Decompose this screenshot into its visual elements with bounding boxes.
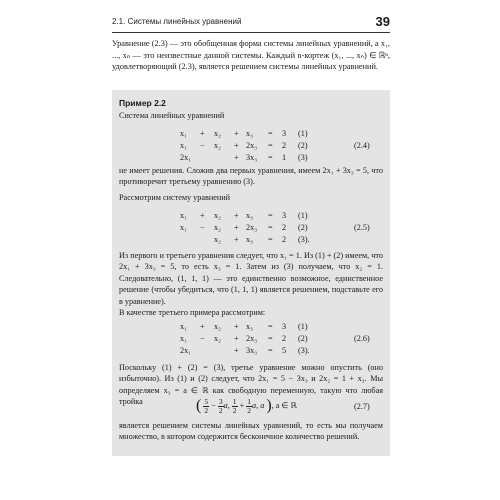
equation-cell: x₃: [246, 235, 253, 244]
equation-cell: 2x₃: [246, 334, 258, 343]
paragraph-3: Рассмотрим систему уравнений: [119, 193, 231, 202]
equation-cell: +: [234, 235, 239, 244]
equation-cell: (3).: [298, 346, 310, 355]
page-number: 39: [375, 14, 390, 29]
equation-cell: (2): [298, 223, 308, 232]
equation-cell: +: [234, 141, 239, 150]
fraction: $\frac{1}{2}$: [232, 396, 237, 415]
equation-cell: 2x₁: [180, 346, 192, 355]
section-title: 2.1. Системы линейных уравнений: [112, 17, 242, 26]
equation-cell: (1): [298, 129, 308, 138]
equation-cell: x₁: [180, 322, 187, 331]
equation-cell: 1: [282, 153, 287, 162]
equation-label-2-6: (2.6): [354, 334, 370, 343]
equation-cell: 2: [282, 141, 287, 150]
paragraph-2: не имеет решения. Сложив два первых уравнения, имеем 2x₁ + 3x₃ = 5, что противоречит третьему уравнению (3).: [119, 166, 383, 187]
equation-cell: =: [268, 334, 273, 343]
equation-system-1: [180, 129, 310, 169]
equation-cell: =: [268, 129, 273, 138]
equation-cell: 2x₁: [180, 153, 192, 162]
equation-system-3: [180, 322, 310, 362]
equation-cell: +: [234, 223, 239, 232]
equation-cell: x₃: [246, 322, 253, 331]
paragraph-5: В качестве третьего примера рассмотрим:: [119, 308, 266, 317]
header-divider: [112, 32, 390, 33]
paragraph-1: Система линейных уравнений: [119, 111, 225, 120]
equation-cell: 3x₃: [246, 153, 258, 162]
equation-cell: =: [268, 235, 273, 244]
equation-cell: x₂: [214, 334, 221, 343]
solution-tuple: ( $\frac{5}{2}$ − $\frac{3}{2}$ a, $\frac{1}{2}$ + $\frac{1}{2}$ a, a ), a ∈ ℝ: [196, 396, 298, 415]
equation-cell: x₃: [246, 129, 253, 138]
equation-label-2-5: (2.5): [354, 223, 370, 232]
equation-cell: (1): [298, 211, 308, 220]
equation-cell: x₁: [180, 223, 187, 232]
equation-cell: x₁: [180, 211, 187, 220]
equation-cell: =: [268, 322, 273, 331]
equation-cell: +: [234, 129, 239, 138]
equation-cell: +: [234, 211, 239, 220]
equation-system-2: [180, 211, 310, 251]
equation-cell: x₁: [180, 141, 187, 150]
equation-cell: x₁: [180, 129, 187, 138]
equation-cell: 2: [282, 223, 287, 232]
equation-cell: =: [268, 141, 273, 150]
equation-cell: +: [200, 322, 205, 331]
equation-cell: x₂: [214, 129, 221, 138]
equation-label-2-7: (2.7): [354, 402, 370, 411]
equation-cell: 5: [282, 346, 287, 355]
equation-cell: +: [200, 129, 205, 138]
equation-cell: x₂: [214, 235, 221, 244]
equation-cell: 3: [282, 211, 287, 220]
equation-cell: +: [234, 334, 239, 343]
equation-cell: 3: [282, 322, 287, 331]
paragraph-4: Из первого и третьего уравнения следует, что x₁ = 1. Из (1) + (2) имеем, что 2x₁ + 3x₃ = 5, то есть x₃ = 1. Затем из (3) получаем, что x₂ = 1. Следовательно, (1, 1, 1) — это единственно возможное, единственное решение (чтобы убедиться, что (1, 1, 1) является решением, подставьте его в уравнение).: [119, 251, 383, 306]
equation-cell: (2): [298, 334, 308, 343]
equation-cell: +: [234, 322, 239, 331]
running-header: [112, 14, 390, 30]
equation-cell: +: [234, 346, 239, 355]
fraction: $\frac{1}{2}$: [247, 396, 251, 415]
equation-cell: (3): [298, 153, 308, 162]
equation-cell: =: [268, 211, 273, 220]
equation-cell: =: [268, 153, 273, 162]
equation-cell: =: [268, 223, 273, 232]
equation-cell: =: [268, 346, 273, 355]
equation-cell: −: [200, 223, 205, 232]
equation-cell: 2x₃: [246, 223, 258, 232]
equation-cell: x₂: [214, 322, 221, 331]
fraction: $\frac{5}{2}$: [204, 396, 209, 415]
paragraph-6: Поскольку (1) + (2) = (3), третье уравнение можно опустить (оно избыточно). Из (1) и (2) следует, что 2x₁ = 5 − 3x₃ и 2x₂ = 1 + x₃. Мы определяем x₃ = a ∈ ℝ как свободную переменную, такую что любая тройка: [119, 363, 383, 407]
equation-cell: (1): [298, 322, 308, 331]
equation-cell: (3).: [298, 235, 310, 244]
equation-cell: 2: [282, 334, 287, 343]
example-title: Пример 2.2: [119, 98, 166, 108]
equation-cell: 2x₃: [246, 141, 258, 150]
equation-cell: 3: [282, 129, 287, 138]
intro-paragraph: Уравнение (2.3) — это обобщенная форма системы линейных уравнений, а x₁, ..., xₙ — это неизвестные данной системы. Каждый n-кортеж (x₁, ..., xₙ) ∈ ℝⁿ, удовлетворяющий (2.3), является решением системы линейных уравнений.: [112, 39, 390, 72]
fraction: $\frac{3}{2}$: [218, 396, 223, 415]
equation-cell: x₂: [214, 223, 221, 232]
equation-label-2-4: (2.4): [354, 141, 370, 150]
paragraph-7: является решением системы линейных уравнений, то есть мы получаем множество, в котором содержится бесконечное количество решений.: [119, 421, 383, 442]
equation-cell: −: [200, 141, 205, 150]
equation-cell: x₂: [214, 211, 221, 220]
equation-cell: x₂: [214, 141, 221, 150]
equation-cell: x₃: [246, 211, 253, 220]
equation-cell: +: [234, 153, 239, 162]
equation-cell: −: [200, 334, 205, 343]
equation-cell: (2): [298, 141, 308, 150]
equation-cell: 2: [282, 235, 287, 244]
equation-cell: x₁: [180, 334, 187, 343]
equation-cell: +: [200, 211, 205, 220]
equation-cell: 3x₃: [246, 346, 258, 355]
